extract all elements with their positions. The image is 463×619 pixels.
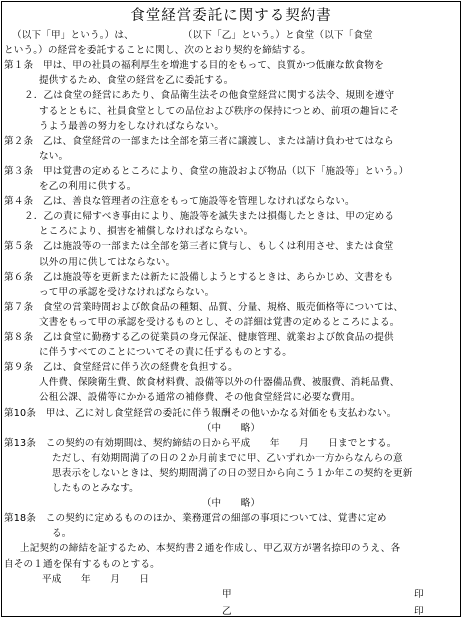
seal-mark-b: 印 [414,605,424,617]
article-7-line: 文書をもって甲の承認を受けるものとし、その詳細は覚書の定めるところによる。 [39,316,400,328]
article-9-line: 公租公課、設備等にかかる通常の補修費、その他食堂経営に必要な費用。 [39,392,361,404]
article-4-line: ところにより、損害を補償しなければならない。 [39,226,254,238]
date-line: 平成 年 月 日 [42,573,150,585]
contract-document [1,1,461,617]
omission-marker: （中 略） [201,498,261,510]
article-6-line: って甲の承認を受けなければならない。 [39,286,215,298]
article-1-line: ２．乙は食堂の経営にあたり、食品衛生法その他食堂経営に関する法令、規則を遵守 [24,90,395,102]
article-5-line: 第５条 乙は施設等の一部または全部を第三者に貸与し、もしくは利用させ、または食堂 [4,241,394,253]
closing-line: 自その１通を保有するものとする。 [4,558,160,570]
article-3-line: 第３条 甲は覚書の定めるところにより、食堂の施設および物品（以下「施設等」という。） [4,165,409,177]
article-18-line: る。 [52,528,72,540]
seal-mark-a: 印 [414,588,424,600]
document-title: 食堂経営委託に関する契約書 [130,8,332,24]
article-9-line: 第９条 乙は、食堂経営に伴う次の経費を負担する。 [4,362,238,374]
party-a-label: 甲 [222,588,232,600]
omission-marker: （中 略） [201,422,261,434]
article-1-line: うよう最善の努力をしなければならない。 [39,120,225,132]
article-6-line: 第６条 乙は施設等を更新または新たに設備しようとするときは、あらかじめ、文書をも [4,271,394,283]
article-7-line: 第７条 食堂の営業時間および飲食品の種類、品質、分量、規格、販売価格等については、 [4,301,404,313]
article-13-line: 思表示をしないときは、契約期間満了の日の翌日から向こう１か年この契約を更新 [52,467,413,479]
preamble-line: という。）の経営を委託することに関し、次のとおり契約を締結する。 [4,45,311,57]
article-2-line: ない。 [39,150,69,162]
party-b-label: 乙 [222,605,232,617]
article-1-line: 提供するため、食堂の経営を乙に委託する。 [39,75,234,87]
article-3-line: を乙の利用に供する。 [39,181,137,192]
article-1-line: するとともに、社員食堂としての品位および秩序の保持につとめ、前項の趣旨にそ [39,105,399,117]
article-18-line: 第18条 この契約に定めるもののほか、業務運営の細部の事項については、覚書に定め [4,513,387,525]
article-10-line: 第10条 甲は、乙に対し食堂経営の委託に伴う報酬その他いかなる対価をも支払わない。 [4,407,397,419]
article-9-line: 人件費、保険衛生費、飲食材料費、設備等以外の什器備品費、被服費、消耗品費、 [39,377,400,389]
article-8-line: に伴うすべてのことについてその責に任ずるものとする。 [39,347,292,359]
article-8-line: 第８条 乙は食堂に勤務する乙の従業員の身元保証、健康管理、就業および飲食品の提供 [4,332,394,343]
article-13-line: 第13条 この契約の有効期間は、契約締結の日から平成 年 月 日までとする。 [4,437,397,449]
article-2-line: 第２条 乙は、食堂経営の一部または全部を第三者に譲渡し、または請け負わせてはなら [4,135,394,147]
article-13-line: ただし、有効期間満了の日の２か月前までに甲、乙いずれか一方からなんらの意 [52,452,403,464]
article-4-line: ２．乙の責に帰すべき事由により、施設等を滅失または損傷したときは、甲の定める [24,211,395,223]
article-1-line: 第１条 甲は、甲の社員の福利厚生を増進する目的をもって、良質かつ低廉な飲食物を [4,60,384,72]
article-4-line: 第４条 乙は、善良な管理者の注意をもって施設等を管理しなければならない。 [4,196,355,208]
closing-line: 上記契約の締結を証するため、本契約書２通を作成し、甲乙双方が署名捺印のうえ、各 [20,543,401,555]
preamble-line: （以下「甲」という。）は、 （以下「乙」という。）と食堂（以下「食堂 [12,30,373,41]
article-5-line: 以外の用に供してはならない。 [39,256,176,268]
article-13-line: したものとみなす。 [52,483,139,494]
